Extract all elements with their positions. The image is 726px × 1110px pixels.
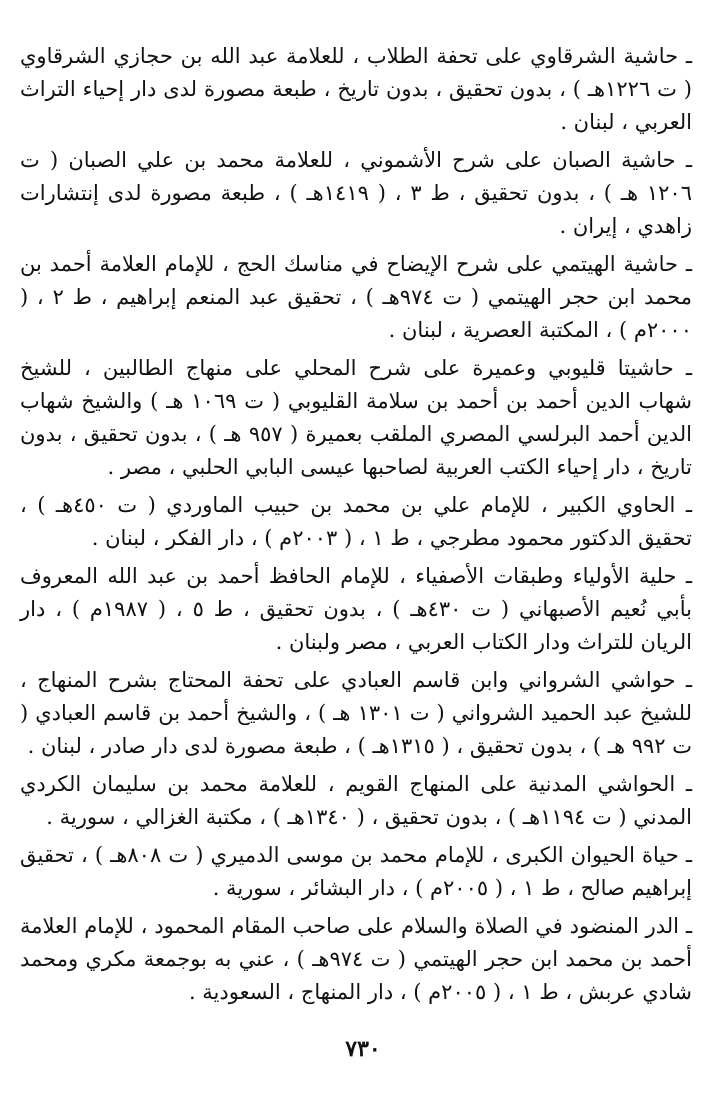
bibliography-entry: ـ حياة الحيوان الكبرى ، للإمام محمد بن موسى الدميري ( ت ٨٠٨هـ ) ، تحقيق إبراهيم صالح ، ط ١ ، ( ٢٠٠٥م ) ، دار البشائر ، سورية .	[20, 843, 692, 900]
bibliography-entry: ـ الحواشي المدنية على المنهاج القويم ، للعلامة محمد بن سليمان الكردي المدني ( ت ١١٩٤هـ ) ، بدون تحقيق ، ( ١٣٤٠هـ ) ، مكتبة الغزالي ، سورية .	[20, 772, 692, 829]
bibliography-entry: ـ الدر المنضود في الصلاة والسلام على صاحب المقام المحمود ، للإمام العلامة أحمد بن محمد ابن حجر الهيتمي ( ت ٩٧٤هـ ) ، عني به بوجمعة مكري ومحمد شادي عربش ، ط ١ ، ( ٢٠٠٥م ) ، دار المنهاج ، السعودية .	[20, 914, 692, 1004]
bibliography-entry: ـ حواشي الشرواني وابن قاسم العبادي على تحفة المحتاج بشرح المنهاج ، للشيخ عبد الحميد الشرواني ( ت ١٣٠١ هـ ) ، والشيخ أحمد بن قاسم العبادي ( ت ٩٩٢ هـ ) ، بدون تحقيق ، ( ١٣١٥هـ ) ، طبعة مصورة لدى دار صادر ، لبنان .	[20, 668, 692, 758]
bibliography-entry: ـ حاشية الشرقاوي على تحفة الطلاب ، للعلامة عبد الله بن حجازي الشرقاوي ( ت ١٢٢٦هـ ) ، بدون تحقيق ، بدون تاريخ ، طبعة مصورة لدى دار إحياء التراث العربي ، لبنان .	[20, 44, 692, 134]
bibliography-entry: ـ حاشية الهيتمي على شرح الإيضاح في مناسك الحج ، للإمام العلامة أحمد بن محمد ابن حجر الهيتمي ( ت ٩٧٤هـ ) ، تحقيق عبد المنعم إبراهيم ، ط ٢ ، ( ٢٠٠٠م ) ، المكتبة العصرية ، لبنان .	[20, 252, 692, 342]
page-number: ٧٣٠	[345, 1036, 381, 1062]
bibliography-list	[20, 40, 692, 1014]
bibliography-entry: ـ الحاوي الكبير ، للإمام علي بن محمد بن حبيب الماوردي ( ت ٤٥٠هـ ) ، تحقيق الدكتور محمود مطرجي ، ط ١ ، ( ٢٠٠٣م ) ، دار الفكر ، لبنان .	[20, 493, 692, 550]
bibliography-entry: ـ حاشية الصبان على شرح الأشموني ، للعلامة محمد بن علي الصبان ( ت ١٢٠٦ هـ ) ، بدون تحقيق ، ط ٣ ، ( ١٤١٩هـ ) ، طبعة مصورة لدى إنتشارات زاهدي ، إيران .	[20, 148, 692, 238]
bibliography-entry: ـ حلية الأولياء وطبقات الأصفياء ، للإمام الحافظ أحمد بن عبد الله المعروف بأبي نُعيم الأصبهاني ( ت ٤٣٠هـ ) ، بدون تحقيق ، ط ٥ ، ( ١٩٨٧م ) ، دار الريان للتراث ودار الكتاب العربي ، مصر ولبنان .	[20, 564, 692, 654]
bibliography-entry: ـ حاشيتا قليوبي وعميرة على شرح المحلي على منهاج الطالبين ، للشيخ شهاب الدين أحمد بن أحمد بن سلامة القليوبي ( ت ١٠٦٩ هـ ) والشيخ شهاب الدين أحمد البرلسي المصري الملقب بعميرة ( ٩٥٧ هـ ) ، بدون تحقيق ، بدون تاريخ ، دار إحياء الكتب العربية لصاحبها عيسى البابي الحلبي ، مصر .	[20, 356, 693, 479]
